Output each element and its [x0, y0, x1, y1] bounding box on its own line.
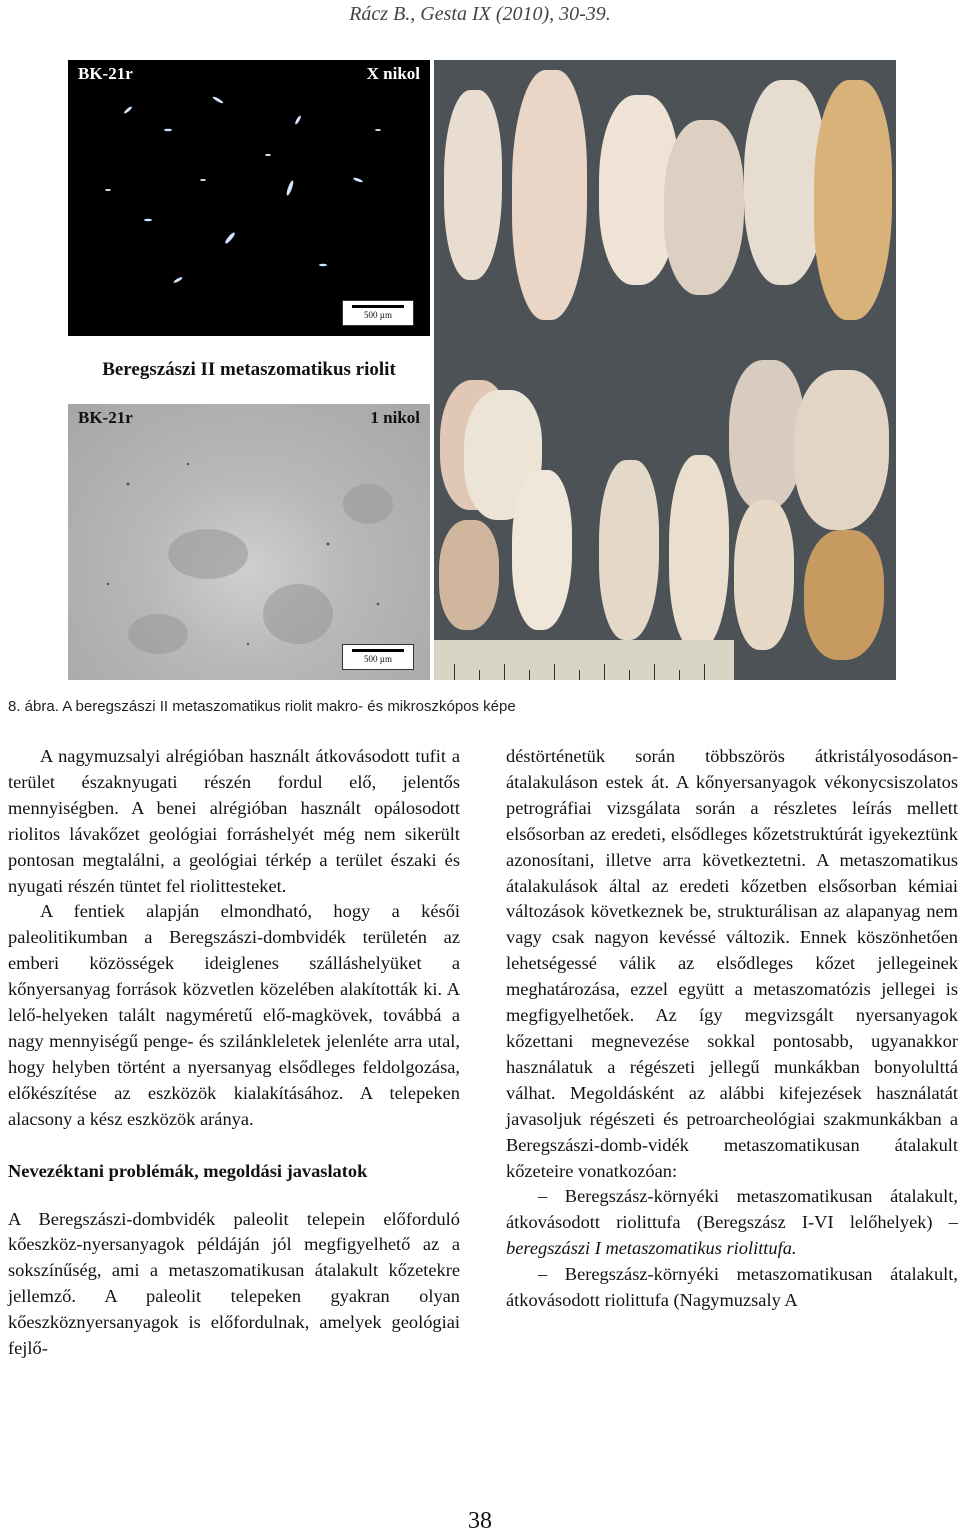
right-column: [506, 744, 958, 1314]
micrograph-title: Beregszászi II metaszomatikus riolit: [68, 336, 430, 404]
list-item: [506, 1184, 958, 1262]
stone-flake: [512, 70, 587, 320]
figure-caption: 8. ábra. A beregszászi II metaszomatikus riolit makro- és mikroszkópos képe: [8, 698, 516, 715]
scale-bar-line: [352, 649, 404, 652]
polarization-label: 1 nikol: [370, 408, 420, 427]
measuring-ruler: [434, 640, 734, 680]
figure: [68, 60, 896, 680]
paragraph: A fentiek alapján elmondható, hogy a késői paleolitikumban a Beregszászi-dombvidék területén az emberi közösségek ideiglenes szálláshelyüket a kőnyersanyag források közvetlen közelében alakították ki. A lelő-helyeken talált nagyméretű elő-magkövek, továbbá a nagy mennyiségű penge- és szilánkleletek jelenléte arra utal, hogy helyben történt a nyersanyag elsődleges feldolgozása, előkészítése az eszközök kialakításához. A telepeken alacsony a kész eszközök aránya.: [8, 901, 460, 1129]
stone-flake: [439, 520, 499, 630]
paragraph: A nagymuzsalyi alrégióban használt átkovásodott tufit a terület északnyugati részén fordul elő, jelentős mennyiségben. A benei alrégióban használt opálosodott riolitos lávakőzet geológiai forráshelyét még nem sikerült pontosan megtalálni, a geológiai térkép a terület északi és nyugati részén tüntet fel riolittesteket.: [8, 746, 460, 896]
scale-bar: [342, 644, 414, 670]
artifact-photo: [434, 60, 896, 680]
sample-label: BK-21r: [78, 408, 133, 427]
list-item-text: – Beregszász-környéki metaszomatikusan átalakult, átkovásodott riolittufa (Beregszász I-VI lelőhelyek) –: [506, 1186, 958, 1233]
stone-flake: [729, 360, 804, 510]
scale-bar-label: 500 µm: [364, 654, 392, 664]
stone-flake: [444, 90, 502, 280]
paragraph: déstörténetük során többszörös átkristályosodáson-átalakuláson estek át. A kőnyersanyagok vékonycsiszolatos petrográfiai vizsgálata során a részletes leírás mellett elsősorban az eredeti, elsődleges kőzetstruktúrát igyekeztünk azonosítani, illetve arra következtetni. A metaszomatikus átalakulások által az eredeti kőzetben elsősorban kémiai változások következnek be, strukturálisan az alapanyag nem vagy csak nagyon kevéssé változik. Ennek köszönhetően lehetségessé válik az elsődleges kőzet jellegeinek meghatározása, ezzel együtt a metaszomatózis jellegei is megfigyelhetőek. Az így megvizsgált nyersanyagok kőzettani megnevezése sokkal pontosabb, ugyanakkor használatuk a régészeti jellegű munkákban bonyolulttá válhat. Megoldásként az alábbi kifejezések használatát javasoljuk régészeti és petroarcheológiai szakmunkákban a Beregszászi-domb-vidék metaszomatikusan átalakult kőzeteire vonatkozóan:: [506, 746, 958, 1181]
micrograph-texture: [68, 404, 430, 680]
stone-flake: [814, 80, 892, 320]
list-item-term: beregszászi I metaszomatikus riolittufa.: [506, 1238, 797, 1259]
stone-flake: [734, 500, 794, 650]
scale-bar-label: 500 µm: [364, 310, 392, 320]
stone-flake: [512, 470, 572, 630]
scale-bar: [342, 300, 414, 326]
scale-bar-line: [352, 305, 404, 308]
stone-flake: [669, 455, 729, 650]
list-item: – Beregszász-környéki metaszomatikusan átalakult, átkovásodott riolittufa (Nagymuzsaly A: [506, 1264, 958, 1311]
sample-label: BK-21r: [78, 64, 133, 83]
polarization-label: X nikol: [366, 64, 420, 83]
stone-flake: [599, 460, 659, 640]
section-heading: Nevezéktani problémák, megoldási javaslatok: [8, 1160, 368, 1181]
left-column: [8, 744, 460, 1362]
stone-flake: [794, 370, 889, 530]
stone-flake: [664, 120, 744, 295]
stone-flake: [804, 530, 884, 660]
micrograph-crossed-polars: [68, 60, 430, 336]
micrograph-plane-polarized: [68, 404, 430, 680]
paragraph: A Beregszászi-dombvidék paleolit telepein előforduló kőeszköz-nyersanyagok példáján jól megfigyelhető az a sokszínűség, ami a metaszomatikusan átalakult kőzetekre jellemző. A paleolit telepeken gyakran olyan kőeszköznyersanyagok is előfordulnak, amelyek geológiai fejlő-: [8, 1208, 460, 1359]
micrograph-crystals: [68, 60, 430, 336]
page-number: 38: [468, 1508, 492, 1534]
running-header: Rácz B., Gesta IX (2010), 30-39.: [349, 3, 611, 25]
